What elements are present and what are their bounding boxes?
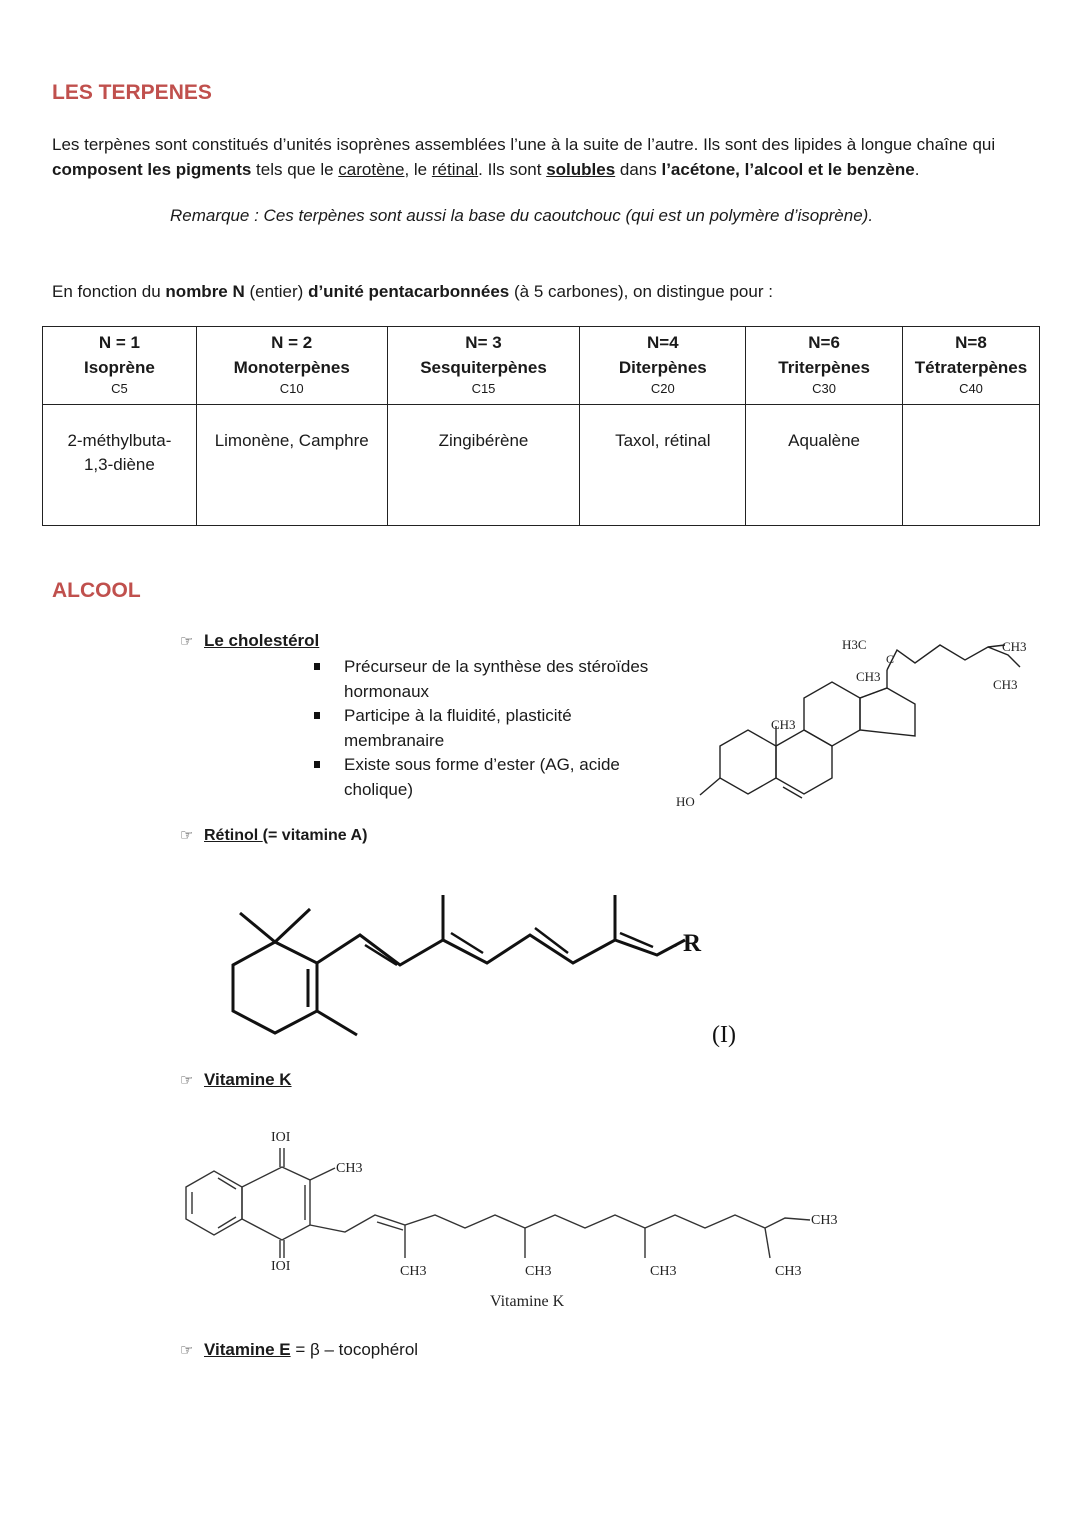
- col-formula: C30: [812, 381, 837, 396]
- terpene-table: [42, 326, 1040, 526]
- cholesterol-title: Le cholestérol: [204, 631, 320, 650]
- cholesterol-structure: [660, 625, 1060, 820]
- side-chain: [887, 645, 1020, 670]
- class-bold-n: nombre N: [165, 282, 245, 301]
- class-text: (à 5 carbones), on distingue pour :: [509, 282, 773, 301]
- table-cell: Aqualène: [746, 405, 903, 526]
- intro-solvents: l’acétone, l’alcool et le benzène: [661, 160, 915, 179]
- class-text: (entier): [244, 282, 309, 301]
- table-header-row: [43, 327, 1040, 405]
- col-n: N=4: [646, 333, 679, 352]
- col-formula: C20: [650, 381, 675, 396]
- vite-subtitle: = β – tocophérol: [290, 1340, 419, 1359]
- list-item: Participe à la fluidité, plasticité membranaire: [314, 704, 654, 753]
- label-ch3: CH3: [775, 1264, 802, 1279]
- benzene-ring: [186, 1171, 242, 1235]
- label-ch3: CH3: [856, 669, 881, 684]
- bond: [317, 1011, 357, 1035]
- label-ho: HO: [676, 794, 695, 809]
- label-ch3: CH3: [650, 1264, 677, 1279]
- phytyl-chain: [310, 1215, 810, 1232]
- section-title-terpenes: LES TERPENES: [52, 81, 212, 104]
- col-n: N= 3: [465, 333, 502, 352]
- vitk-caption: Vitamine K: [490, 1293, 565, 1310]
- label-ch3: CH3: [771, 717, 796, 732]
- pointing-hand-icon: ☞: [180, 1072, 194, 1089]
- section-title-alcool: ALCOOL: [52, 579, 141, 602]
- cholesterol-heading: [180, 631, 319, 651]
- vitk-title: Vitamine K: [204, 1070, 292, 1089]
- label-r: R: [683, 930, 702, 957]
- col-n: N=8: [955, 333, 987, 352]
- label-oxygen: IOI: [271, 1130, 291, 1145]
- cholesterol-rings: [720, 682, 915, 798]
- list-item: Précurseur de la synthèse des stéroïdes hormonaux: [314, 655, 654, 704]
- table-header-cell: [196, 327, 387, 405]
- col-name: Isoprène: [83, 358, 155, 377]
- cholesterol-bullets: [314, 655, 654, 802]
- table-row: [43, 405, 1040, 526]
- table-cell: Zingibérène: [387, 405, 580, 526]
- quinone-ring: [242, 1167, 310, 1240]
- intro-text: Les terpènes sont constitués d’unités isoprènes assemblées l’une à la suite de l’autre. Ils sont des lipides à longue chaîne qui: [52, 135, 996, 154]
- retinol-title: Rétinol: [204, 827, 263, 844]
- vitamin-k-structure: [170, 1120, 870, 1320]
- label-ch3: CH3: [525, 1264, 552, 1279]
- remark: Remarque : Ces terpènes sont aussi la base du caoutchouc (qui est un polymère d’isoprène).: [170, 206, 874, 225]
- col-formula: C10: [279, 381, 304, 396]
- col-name: Triterpènes: [778, 358, 870, 377]
- intro-text: , le: [404, 160, 432, 179]
- intro-text: tels que le: [251, 160, 339, 179]
- table-cell: [903, 405, 1040, 526]
- label-roman: (I): [712, 1022, 736, 1048]
- col-name: Monoterpènes: [233, 358, 350, 377]
- table-cell: 2-méthylbuta- 1,3-diène: [43, 405, 197, 526]
- intro-text: dans: [615, 160, 662, 179]
- class-text: En fonction du: [52, 282, 166, 301]
- col-name: Sesquiterpènes: [420, 358, 547, 377]
- vitk-heading: [180, 1070, 292, 1090]
- label-ch3: CH3: [400, 1264, 427, 1279]
- intro-bold-pigments: composent les pigments: [52, 160, 252, 179]
- label-ch3: CH3: [336, 1161, 363, 1176]
- bond: [240, 913, 275, 942]
- class-bold-units: d’unité pentacarbonnées: [308, 282, 510, 301]
- col-formula: C5: [111, 381, 128, 396]
- label-ch3: CH3: [1002, 639, 1027, 654]
- col-name: Diterpènes: [618, 358, 707, 377]
- label-oxygen: IOI: [271, 1259, 291, 1274]
- vite-title: Vitamine E: [204, 1340, 291, 1359]
- col-n: N=6: [808, 333, 840, 352]
- label-h3c: H3C: [842, 637, 867, 652]
- col-n: N = 2: [271, 333, 313, 352]
- label-ch3: CH3: [811, 1213, 838, 1228]
- pointing-hand-icon: ☞: [180, 827, 194, 844]
- table-cell: Limonène, Camphre: [196, 405, 387, 526]
- label-ch3: CH3: [993, 677, 1018, 692]
- chain-double-bond: [365, 945, 397, 965]
- table-header-cell: [43, 327, 197, 405]
- label-c: C: [886, 652, 895, 666]
- intro-text: .: [914, 160, 920, 179]
- retinol-structure: [225, 885, 765, 1055]
- pointing-hand-icon: ☞: [180, 633, 194, 650]
- table-cell: Taxol, rétinal: [580, 405, 746, 526]
- classification-sentence: [52, 279, 773, 304]
- col-formula: C15: [471, 381, 496, 396]
- table-header-cell: [903, 327, 1040, 405]
- retinol-subtitle: (= vitamine A): [262, 827, 368, 844]
- vite-heading: [180, 1337, 418, 1363]
- col-formula: C40: [959, 381, 983, 396]
- intro-carotene: carotène: [338, 160, 405, 179]
- intro-retinal: rétinal: [431, 160, 479, 179]
- bond-ho: [700, 778, 720, 795]
- bond: [275, 909, 310, 942]
- pointing-hand-icon: ☞: [180, 1342, 194, 1359]
- retinol-heading: [180, 826, 367, 845]
- col-name: Tétraterpènes: [914, 358, 1028, 377]
- intro-solubles: solubles: [546, 160, 616, 179]
- retinol-ring: [233, 942, 317, 1033]
- table-header-cell: [387, 327, 580, 405]
- bond: [860, 688, 887, 698]
- col-n: N = 1: [98, 333, 140, 352]
- list-item: Existe sous forme d’ester (AG, acide cholique): [314, 753, 654, 802]
- chain-double-bond: [451, 933, 483, 953]
- intro-text: . Ils sont: [478, 160, 547, 179]
- intro-paragraph: [52, 132, 1042, 182]
- table-header-cell: [746, 327, 903, 405]
- table-header-cell: [580, 327, 746, 405]
